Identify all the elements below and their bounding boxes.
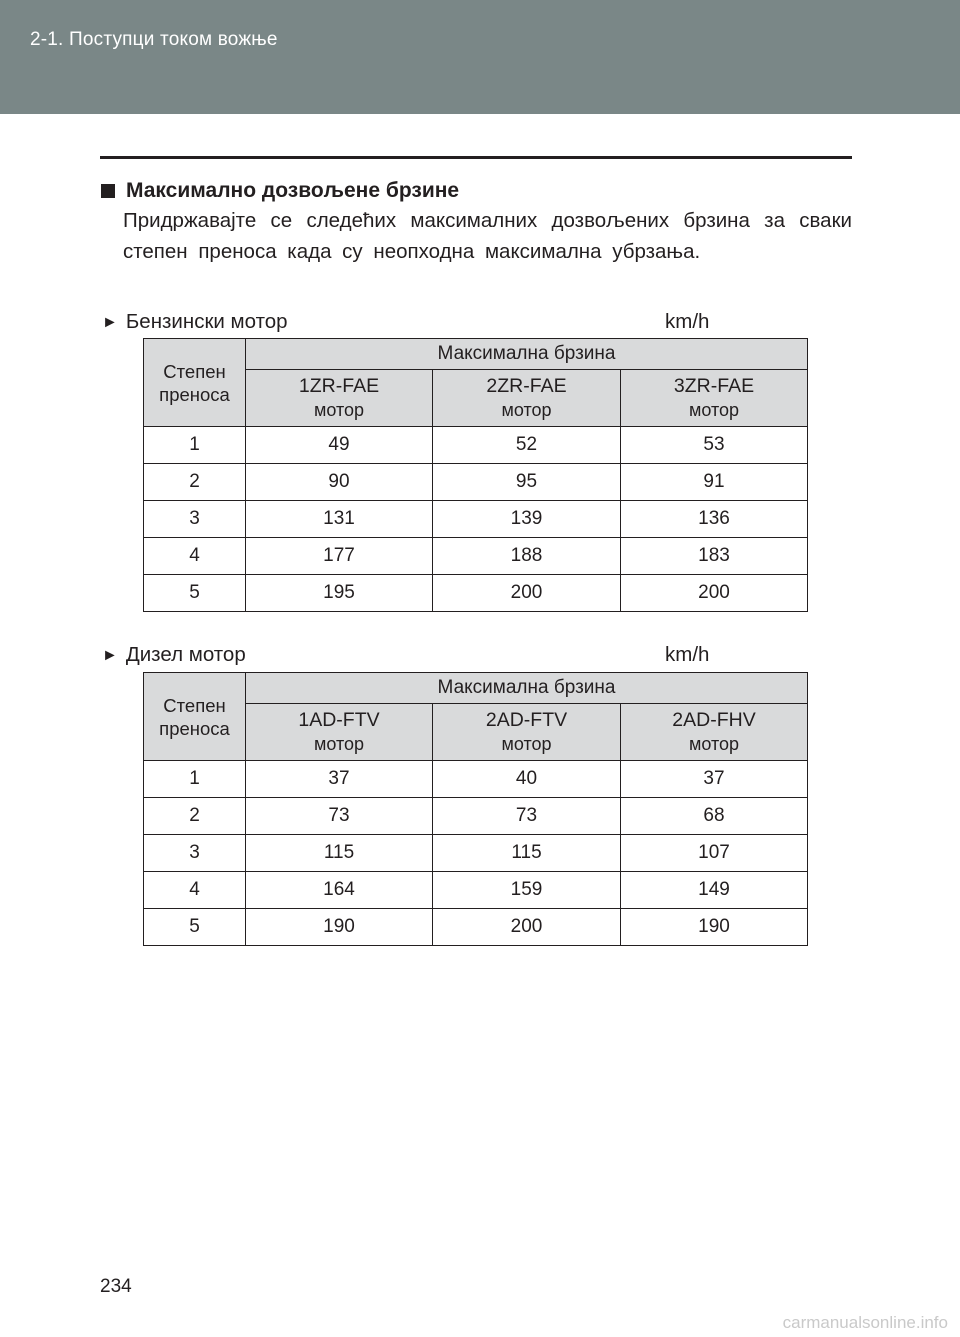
table-row: [144, 872, 808, 909]
speed-cell: 200: [433, 575, 621, 612]
speed-cell: 159: [433, 872, 621, 909]
max-speed-group-header: Максимална брзина: [246, 339, 808, 370]
speed-cell: 139: [433, 501, 621, 538]
engine-column-header: [621, 370, 808, 427]
engine-code: 2AD-FHV: [672, 709, 756, 731]
speed-cell: 107: [621, 835, 808, 872]
speed-cell: 190: [246, 909, 433, 946]
speed-cell: 149: [621, 872, 808, 909]
gear-cell: 5: [144, 575, 246, 612]
engine-code: 2ZR-FAE: [486, 375, 567, 397]
page-number: 234: [100, 1276, 132, 1297]
diesel-table-label: [102, 643, 246, 667]
petrol-unit: km/h: [665, 310, 710, 333]
gear-cell: 3: [144, 501, 246, 538]
gear-cell: 4: [144, 872, 246, 909]
table-row: [144, 909, 808, 946]
engine-column-header: [246, 370, 433, 427]
engine-column-header: [433, 704, 621, 761]
speed-cell: 190: [621, 909, 808, 946]
diesel-speed-table: [143, 672, 808, 946]
speed-cell: 177: [246, 538, 433, 575]
watermark: carmanualsonline.info: [782, 1313, 948, 1332]
table-row: [144, 538, 808, 575]
speed-cell: 164: [246, 872, 433, 909]
section-divider: [100, 156, 852, 159]
engine-sub: мотор: [501, 400, 552, 420]
table-row: [144, 798, 808, 835]
gear-cell: 3: [144, 835, 246, 872]
gear-cell: 2: [144, 464, 246, 501]
max-speed-group-header: Максимална брзина: [246, 673, 808, 704]
gear-column-header: Степен преноса: [144, 339, 246, 427]
speed-cell: 195: [246, 575, 433, 612]
gear-cell: 1: [144, 427, 246, 464]
speed-cell: 115: [246, 835, 433, 872]
table-row: [144, 575, 808, 612]
gear-cell: 5: [144, 909, 246, 946]
table-row: [144, 501, 808, 538]
speed-cell: 40: [433, 761, 621, 798]
speed-cell: 73: [433, 798, 621, 835]
gear-cell: 1: [144, 761, 246, 798]
table-row: [144, 427, 808, 464]
speed-cell: 90: [246, 464, 433, 501]
petrol-speed-table: [143, 338, 808, 612]
triangle-bullet-icon: ►: [102, 647, 118, 664]
speed-cell: 200: [433, 909, 621, 946]
gear-cell: 4: [144, 538, 246, 575]
triangle-bullet-icon: ►: [102, 314, 118, 331]
table-row: [144, 761, 808, 798]
speed-cell: 73: [246, 798, 433, 835]
speed-cell: 37: [621, 761, 808, 798]
speed-cell: 52: [433, 427, 621, 464]
section-heading: Максимално дозвољене брзине: [126, 179, 460, 202]
gear-cell: 2: [144, 798, 246, 835]
section-body-text: Придржавајте се следећих максималних дозвољених брзина за сваки степен преноса када су неопходна максимална убрзања.: [123, 209, 852, 263]
speed-cell: 183: [621, 538, 808, 575]
petrol-label-text: Бензински мотор: [125, 310, 288, 333]
speed-cell: 37: [246, 761, 433, 798]
engine-sub: мотор: [688, 400, 740, 420]
table-row: [144, 464, 808, 501]
speed-cell: 136: [621, 501, 808, 538]
speed-cell: 115: [433, 835, 621, 872]
table-row: [144, 835, 808, 872]
speed-cell: 95: [433, 464, 621, 501]
engine-column-header: [246, 704, 433, 761]
engine-sub: мотор: [688, 734, 740, 754]
speed-cell: 188: [433, 538, 621, 575]
diesel-label-text: Дизел мотор: [125, 643, 246, 666]
engine-column-header: [621, 704, 808, 761]
diesel-unit: km/h: [665, 643, 710, 666]
speed-cell: 91: [621, 464, 808, 501]
speed-cell: 49: [246, 427, 433, 464]
page-header-band: [0, 0, 960, 114]
gear-column-header: Степен преноса: [144, 673, 246, 761]
speed-cell: 200: [621, 575, 808, 612]
engine-column-header: [433, 370, 621, 427]
engine-sub: мотор: [313, 734, 365, 754]
engine-sub: мотор: [501, 734, 552, 754]
engine-sub: мотор: [313, 400, 365, 420]
engine-code: 2AD-FTV: [485, 709, 568, 731]
engine-code: 3ZR-FAE: [673, 375, 755, 397]
engine-code: 1AD-FTV: [298, 709, 380, 731]
square-bullet-icon: [101, 184, 115, 198]
speed-cell: 53: [621, 427, 808, 464]
chapter-title: 2-1. Поступци током вожње: [30, 29, 278, 50]
speed-cell: 68: [621, 798, 808, 835]
engine-code: 1ZR-FAE: [298, 375, 380, 397]
petrol-table-label: [102, 310, 288, 334]
speed-cell: 131: [246, 501, 433, 538]
